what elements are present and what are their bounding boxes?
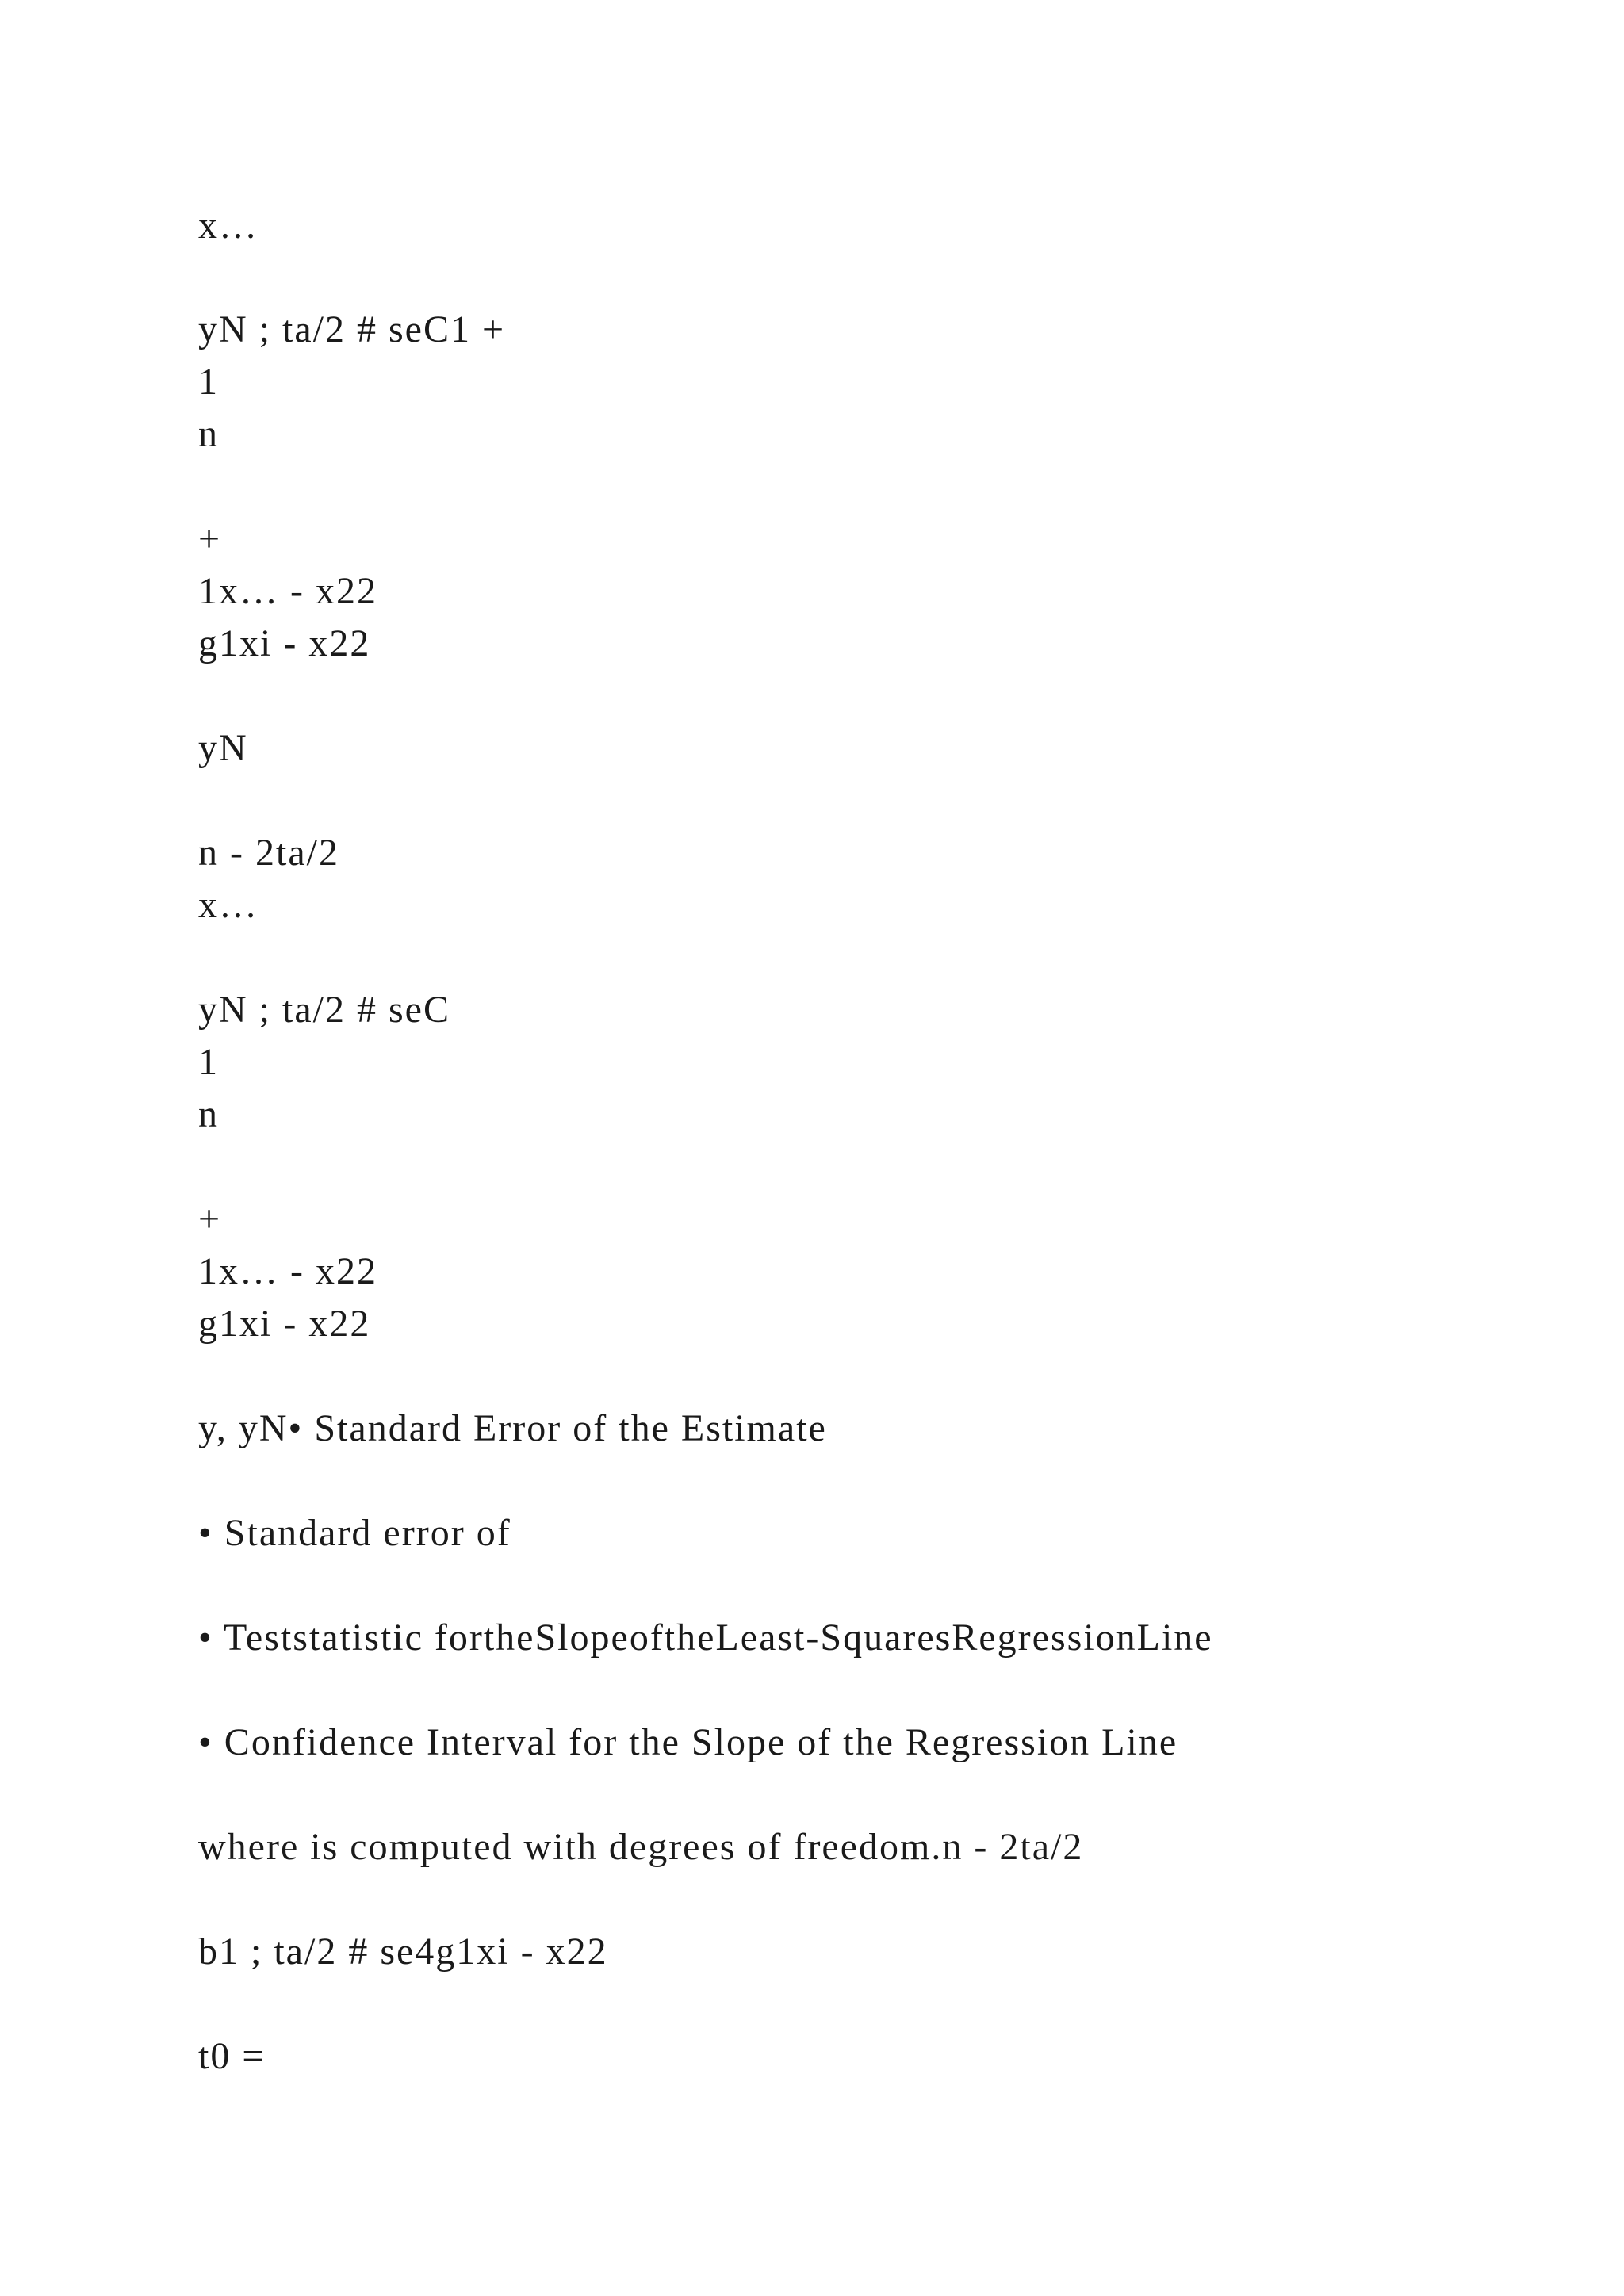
text-line: • Teststatistic fortheSlopeoftheLeast-SquaresRegressionLine bbox=[198, 1617, 1213, 1659]
text-line: b1 ; ta/2 # se4g1xi - x22 bbox=[198, 1931, 608, 1973]
text-line: 1x… - x22 bbox=[198, 570, 377, 612]
text-line: y, yN• Standard Error of the Estimate bbox=[198, 1407, 827, 1449]
text-line: yN ; ta/2 # seC bbox=[198, 989, 450, 1031]
text-line: yN ; ta/2 # seC1 + bbox=[198, 308, 506, 350]
text-line: yN bbox=[198, 727, 248, 769]
text-line: g1xi - x22 bbox=[198, 1303, 371, 1345]
text-line: t0 = bbox=[198, 2035, 266, 2077]
text-line: 1 bbox=[198, 1041, 219, 1083]
text-line: 1x… - x22 bbox=[198, 1250, 377, 1292]
text-line: x… bbox=[198, 884, 259, 926]
text-line: + bbox=[198, 518, 222, 560]
text-line: 1 bbox=[198, 361, 219, 403]
text-line: + bbox=[198, 1198, 222, 1240]
text-line: n bbox=[198, 413, 219, 455]
text-line: n - 2ta/2 bbox=[198, 832, 339, 874]
text-line: • Standard error of bbox=[198, 1512, 511, 1554]
text-line: x… bbox=[198, 205, 259, 247]
text-line: • Confidence Interval for the Slope of the Regression Line bbox=[198, 1721, 1178, 1763]
text-line: g1xi - x22 bbox=[198, 622, 371, 664]
text-line: where is computed with degrees of freedom.n - 2ta/2 bbox=[198, 1826, 1084, 1868]
text-line: n bbox=[198, 1093, 219, 1135]
